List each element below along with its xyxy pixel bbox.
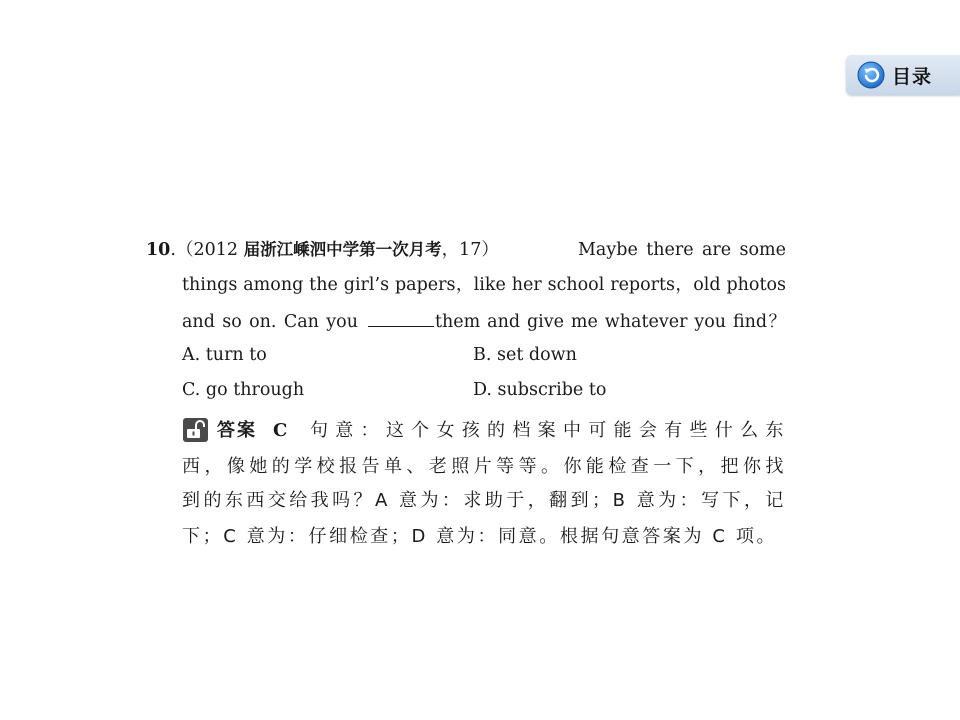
answer-text-3: 到的东西交给我吗？A 意为：求助于，翻到；B 意为：写下，记 — [182, 490, 786, 511]
answer-label: 答案 — [217, 420, 257, 441]
question-text-3: and so on. Can you — [182, 312, 358, 332]
source-name: 届浙江嵊泗中学第一次月考 — [243, 240, 442, 259]
answer-text-1: 句意：这个女孩的档案中可能会有些什么东 — [309, 420, 786, 441]
answer-letter: C — [273, 420, 290, 441]
source-num: ，17 — [441, 240, 482, 260]
question-line-3 — [182, 310, 786, 333]
answer-line-1 — [217, 419, 786, 443]
question-line-1 — [146, 239, 786, 261]
source-open: （ — [175, 240, 194, 260]
answer-text-2: 西，像她的学校报告单、老照片等等。你能检查一下，把你找 — [182, 456, 786, 477]
unlock-icon — [183, 418, 208, 442]
option-a: A. turn to — [182, 345, 267, 365]
question-number-suffix: . — [170, 240, 176, 260]
option-d: D. subscribe to — [473, 380, 607, 400]
toc-label: 目录 — [892, 65, 933, 88]
toc-button[interactable] — [846, 55, 960, 95]
source-year: 2012 — [193, 240, 238, 260]
question-text-2: things among the girl’s papers，like her school reports，old photos — [182, 275, 786, 295]
question-text-4: them and give me whatever you find？ — [435, 312, 786, 332]
question-header — [146, 239, 499, 261]
option-b: B. set down — [473, 345, 577, 365]
question-text-1: Maybe there are some — [578, 240, 786, 260]
source-close: ） — [481, 240, 499, 260]
answer-blank — [368, 310, 434, 327]
answer-text-4: 下；C 意为：仔细检查；D 意为：同意。根据句意答案为 C 项。 — [182, 526, 778, 547]
refresh-arrow-icon — [857, 61, 885, 89]
question-number: 10 — [146, 240, 171, 260]
option-c: C. go through — [182, 380, 305, 400]
